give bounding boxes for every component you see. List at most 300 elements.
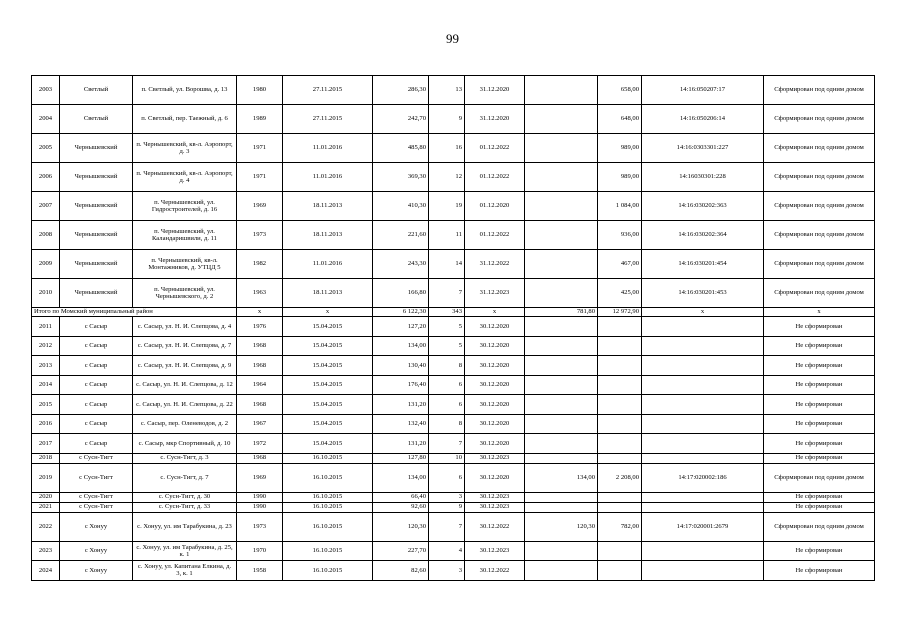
land-status: Не сформирован	[764, 541, 875, 561]
land-area	[598, 434, 642, 454]
area: 243,30	[373, 250, 429, 279]
cadastral-number	[642, 356, 764, 376]
address: с. Сасыр, ул. Н. И. Слепцова, д. 12	[133, 375, 237, 395]
land-status: Сформирован под одним домом	[764, 512, 875, 541]
build-year: 1971	[237, 163, 283, 192]
recognition-date: 16.10.2015	[283, 512, 373, 541]
recognition-date: 16.10.2015	[283, 561, 373, 581]
area: 242,70	[373, 105, 429, 134]
residents: 9	[429, 502, 465, 512]
area: 66,40	[373, 492, 429, 502]
land-area: 782,00	[598, 512, 642, 541]
row-number: 2005	[32, 134, 60, 163]
address: п. Чернышевский, ул. Каландаришвили, д. 11	[133, 221, 237, 250]
build-year: 1976	[237, 317, 283, 337]
address: п. Светлый, ул. Ворошва, д. 13	[133, 76, 237, 105]
cadastral-number: 14:17:020002:186	[642, 463, 764, 492]
municipality: Чернышевский	[60, 192, 133, 221]
row-number: 2003	[32, 76, 60, 105]
land-status: Сформирован под одним домом	[764, 250, 875, 279]
cadastral-number: 14:16:050207:17	[642, 76, 764, 105]
total-date: х	[283, 308, 373, 317]
recognition-date: 11.01.2016	[283, 250, 373, 279]
land-status: Сформирован под одним домом	[764, 76, 875, 105]
table-row	[32, 502, 875, 512]
deadline: 30.12.2020	[465, 336, 525, 356]
table-row	[32, 134, 875, 163]
municipality: с Хонуу	[60, 561, 133, 581]
row-number: 2012	[32, 336, 60, 356]
cadastral-number: 14:16030301:228	[642, 163, 764, 192]
row-number: 2018	[32, 453, 60, 463]
deadline: 01.12.2022	[465, 221, 525, 250]
area-a	[525, 453, 598, 463]
row-number: 2010	[32, 279, 60, 308]
deadline: 30.12.2020	[465, 434, 525, 454]
area-a	[525, 395, 598, 415]
recognition-date: 18.11.2013	[283, 192, 373, 221]
address: с. Сасыр, ул. Н. И. Слепцова, д. 7	[133, 336, 237, 356]
land-area: 467,00	[598, 250, 642, 279]
residents: 8	[429, 356, 465, 376]
residents: 6	[429, 463, 465, 492]
cadastral-number: 14:16:050206:14	[642, 105, 764, 134]
row-number: 2019	[32, 463, 60, 492]
address: с. Хонуу, ул. им Тарабукина, д. 25, к. 1	[133, 541, 237, 561]
area-a	[525, 105, 598, 134]
area-a	[525, 502, 598, 512]
table-row	[32, 463, 875, 492]
address: п. Чернышевский, ул. Гидростроителей, д. 16	[133, 192, 237, 221]
area: 120,30	[373, 512, 429, 541]
area: 134,00	[373, 463, 429, 492]
recognition-date: 16.10.2015	[283, 463, 373, 492]
land-area	[598, 317, 642, 337]
municipality: Светлый	[60, 76, 133, 105]
land-area: 658,00	[598, 76, 642, 105]
area: 485,80	[373, 134, 429, 163]
land-status: Сформирован под одним домом	[764, 105, 875, 134]
cadastral-number: 14:16:0303301:227	[642, 134, 764, 163]
municipality: с Сусн-Тигт	[60, 502, 133, 512]
area-a	[525, 250, 598, 279]
total-label: Итого по Момский муниципальный район	[32, 308, 237, 317]
build-year: 1964	[237, 375, 283, 395]
deadline: 31.12.2020	[465, 105, 525, 134]
land-area: 936,00	[598, 221, 642, 250]
residents: 7	[429, 279, 465, 308]
row-number: 2015	[32, 395, 60, 415]
area-a	[525, 192, 598, 221]
housing-table	[31, 75, 875, 581]
municipality: Чернышевский	[60, 134, 133, 163]
row-number: 2011	[32, 317, 60, 337]
row-number: 2017	[32, 434, 60, 454]
municipality: Светлый	[60, 105, 133, 134]
land-status: Не сформирован	[764, 492, 875, 502]
residents: 7	[429, 434, 465, 454]
land-status: Сформирован под одним домом	[764, 279, 875, 308]
area-a	[525, 492, 598, 502]
land-area	[598, 502, 642, 512]
area: 132,40	[373, 414, 429, 434]
cadastral-number: 14:17:020001:2679	[642, 512, 764, 541]
table-row	[32, 76, 875, 105]
cadastral-number	[642, 492, 764, 502]
municipality: с Сусн-Тигт	[60, 463, 133, 492]
area-a	[525, 414, 598, 434]
recognition-date: 18.11.2013	[283, 221, 373, 250]
residents: 3	[429, 492, 465, 502]
row-number: 2008	[32, 221, 60, 250]
table-row	[32, 250, 875, 279]
land-area	[598, 541, 642, 561]
municipality: с Сасыр	[60, 336, 133, 356]
build-year: 1989	[237, 105, 283, 134]
residents: 8	[429, 414, 465, 434]
residents: 16	[429, 134, 465, 163]
table-row	[32, 356, 875, 376]
address: с. Сусн-Тигт, д. 7	[133, 463, 237, 492]
deadline: 30.12.2023	[465, 492, 525, 502]
table-row	[32, 279, 875, 308]
recognition-date: 15.04.2015	[283, 356, 373, 376]
cadastral-number	[642, 375, 764, 395]
land-area	[598, 492, 642, 502]
land-area	[598, 453, 642, 463]
recognition-date: 11.01.2016	[283, 134, 373, 163]
recognition-date: 15.04.2015	[283, 336, 373, 356]
row-number: 2023	[32, 541, 60, 561]
build-year: 1968	[237, 395, 283, 415]
deadline: 30.12.2020	[465, 463, 525, 492]
land-status: Не сформирован	[764, 317, 875, 337]
address: с. Хонуу, ул. Капитана Елкина, д. 3, к. 1	[133, 561, 237, 581]
build-year: 1972	[237, 434, 283, 454]
area: 410,30	[373, 192, 429, 221]
table-row	[32, 561, 875, 581]
municipality: с Сасыр	[60, 375, 133, 395]
land-status: Не сформирован	[764, 502, 875, 512]
address: с. Сасыр, пер. Оленеводов, д. 2	[133, 414, 237, 434]
total-row	[32, 308, 875, 317]
land-status: Сформирован под одним домом	[764, 163, 875, 192]
area-a	[525, 561, 598, 581]
cadastral-number: 14:16:030202:364	[642, 221, 764, 250]
table-row	[32, 375, 875, 395]
residents: 10	[429, 453, 465, 463]
cadastral-number	[642, 414, 764, 434]
area: 130,40	[373, 356, 429, 376]
table-row	[32, 336, 875, 356]
cadastral-number: 14:16:030202:363	[642, 192, 764, 221]
cadastral-number	[642, 453, 764, 463]
residents: 5	[429, 317, 465, 337]
residents: 6	[429, 395, 465, 415]
recognition-date: 15.04.2015	[283, 317, 373, 337]
land-area	[598, 414, 642, 434]
deadline: 30.12.2020	[465, 375, 525, 395]
area-a	[525, 375, 598, 395]
land-area: 989,00	[598, 163, 642, 192]
deadline: 30.12.2022	[465, 561, 525, 581]
address: с. Сасыр, ул. Н. И. Слепцова, д. 9	[133, 356, 237, 376]
build-year: 1969	[237, 463, 283, 492]
area-a	[525, 279, 598, 308]
land-area	[598, 356, 642, 376]
land-status: Не сформирован	[764, 356, 875, 376]
total-residents: 343	[429, 308, 465, 317]
row-number: 2024	[32, 561, 60, 581]
land-status: Не сформирован	[764, 434, 875, 454]
build-year: 1968	[237, 356, 283, 376]
deadline: 30.12.2020	[465, 317, 525, 337]
area: 131,20	[373, 395, 429, 415]
residents: 14	[429, 250, 465, 279]
deadline: 30.12.2023	[465, 541, 525, 561]
residents: 19	[429, 192, 465, 221]
municipality: с Хонуу	[60, 512, 133, 541]
area-a	[525, 336, 598, 356]
build-year: 1971	[237, 134, 283, 163]
area-a	[525, 163, 598, 192]
table-row	[32, 163, 875, 192]
land-area: 648,00	[598, 105, 642, 134]
municipality: Чернышевский	[60, 163, 133, 192]
cadastral-number	[642, 561, 764, 581]
table-row	[32, 453, 875, 463]
cadastral-number	[642, 541, 764, 561]
land-area	[598, 395, 642, 415]
address: п. Чернышевский, ул. Чернышевского, д. 2	[133, 279, 237, 308]
municipality: с Сасыр	[60, 317, 133, 337]
residents: 13	[429, 76, 465, 105]
area-a: 120,30	[525, 512, 598, 541]
recognition-date: 16.10.2015	[283, 453, 373, 463]
land-status: Не сформирован	[764, 561, 875, 581]
area: 92,60	[373, 502, 429, 512]
build-year: 1958	[237, 561, 283, 581]
table-row	[32, 317, 875, 337]
deadline: 30.12.2023	[465, 502, 525, 512]
table-row	[32, 192, 875, 221]
land-area	[598, 375, 642, 395]
area: 134,00	[373, 336, 429, 356]
recognition-date: 27.11.2015	[283, 105, 373, 134]
deadline: 30.12.2020	[465, 414, 525, 434]
address: п. Чернышевский, кв-л. Монтажников, д. УТЦД 5	[133, 250, 237, 279]
land-status: Не сформирован	[764, 395, 875, 415]
land-status: Не сформирован	[764, 375, 875, 395]
residents: 3	[429, 561, 465, 581]
table-row	[32, 492, 875, 502]
total-area-b: 12 972,90	[598, 308, 642, 317]
land-status: Не сформирован	[764, 453, 875, 463]
address: п. Светлый, пер. Таежный, д. 6	[133, 105, 237, 134]
row-number: 2020	[32, 492, 60, 502]
deadline: 30.12.2020	[465, 356, 525, 376]
municipality: Чернышевский	[60, 279, 133, 308]
land-area	[598, 336, 642, 356]
land-status: Сформирован под одним домом	[764, 221, 875, 250]
municipality: с Сасыр	[60, 356, 133, 376]
build-year: 1970	[237, 541, 283, 561]
recognition-date: 15.04.2015	[283, 414, 373, 434]
table-body	[32, 76, 875, 581]
area-a	[525, 434, 598, 454]
land-status: Сформирован под одним домом	[764, 463, 875, 492]
residents: 9	[429, 105, 465, 134]
land-status: Сформирован под одним домом	[764, 192, 875, 221]
residents: 6	[429, 375, 465, 395]
area: 369,30	[373, 163, 429, 192]
municipality: с Сасыр	[60, 434, 133, 454]
residents: 5	[429, 336, 465, 356]
build-year: 1990	[237, 502, 283, 512]
cadastral-number	[642, 502, 764, 512]
cadastral-number	[642, 434, 764, 454]
deadline: 30.12.2020	[465, 395, 525, 415]
deadline: 31.12.2023	[465, 279, 525, 308]
address: с. Сусн-Тигт, д. 3	[133, 453, 237, 463]
area-a	[525, 356, 598, 376]
build-year: 1968	[237, 336, 283, 356]
build-year: 1969	[237, 192, 283, 221]
area: 227,70	[373, 541, 429, 561]
municipality: Чернышевский	[60, 250, 133, 279]
build-year: 1982	[237, 250, 283, 279]
cadastral-number: 14:16:030201:453	[642, 279, 764, 308]
area-a: 134,00	[525, 463, 598, 492]
build-year: 1967	[237, 414, 283, 434]
area-a	[525, 221, 598, 250]
residents: 12	[429, 163, 465, 192]
row-number: 2013	[32, 356, 60, 376]
recognition-date: 18.11.2013	[283, 279, 373, 308]
build-year: 1980	[237, 76, 283, 105]
residents: 11	[429, 221, 465, 250]
deadline: 01.12.2022	[465, 134, 525, 163]
land-area: 425,00	[598, 279, 642, 308]
deadline: 30.12.2022	[465, 512, 525, 541]
row-number: 2016	[32, 414, 60, 434]
municipality: с Сусн-Тигт	[60, 492, 133, 502]
address: с. Хонуу, ул. им Тарабукина, д. 23	[133, 512, 237, 541]
area: 127,80	[373, 453, 429, 463]
municipality: с Сасыр	[60, 414, 133, 434]
address: с. Сасыр, ул. Н. И. Слепцова, д. 4	[133, 317, 237, 337]
municipality: с Хонуу	[60, 541, 133, 561]
deadline: 01.12.2020	[465, 192, 525, 221]
area-a	[525, 317, 598, 337]
residents: 7	[429, 512, 465, 541]
row-number: 2022	[32, 512, 60, 541]
land-status: Не сформирован	[764, 414, 875, 434]
land-area: 989,00	[598, 134, 642, 163]
row-number: 2006	[32, 163, 60, 192]
cadastral-number	[642, 317, 764, 337]
row-number: 2014	[32, 375, 60, 395]
area: 286,30	[373, 76, 429, 105]
deadline: 01.12.2022	[465, 163, 525, 192]
residents: 4	[429, 541, 465, 561]
table-row	[32, 395, 875, 415]
recognition-date: 15.04.2015	[283, 395, 373, 415]
row-number: 2007	[32, 192, 60, 221]
table-row	[32, 434, 875, 454]
land-area: 1 084,00	[598, 192, 642, 221]
build-year: 1968	[237, 453, 283, 463]
build-year: 1973	[237, 221, 283, 250]
recognition-date: 27.11.2015	[283, 76, 373, 105]
cadastral-number	[642, 395, 764, 415]
deadline: 30.12.2023	[465, 453, 525, 463]
land-area: 2 208,00	[598, 463, 642, 492]
address: с. Сасыр, ул. Н. И. Слепцова, д. 22	[133, 395, 237, 415]
recognition-date: 16.10.2015	[283, 492, 373, 502]
address: п. Чернышевский, кв-л. Аэропорт, д. 3	[133, 134, 237, 163]
cadastral-number: 14:16:030201:454	[642, 250, 764, 279]
row-number: 2009	[32, 250, 60, 279]
page-number: 99	[446, 31, 459, 46]
total-area: 6 122,30	[373, 308, 429, 317]
address: с. Сусн-Тигт, д. 33	[133, 502, 237, 512]
address: с. Сасыр, мкр Спортивный, д. 10	[133, 434, 237, 454]
address: с. Сусн-Тигт, д. 30	[133, 492, 237, 502]
table-row	[32, 512, 875, 541]
area: 221,60	[373, 221, 429, 250]
area-a	[525, 134, 598, 163]
area: 127,20	[373, 317, 429, 337]
deadline: 31.12.2022	[465, 250, 525, 279]
table-row	[32, 105, 875, 134]
area: 131,20	[373, 434, 429, 454]
recognition-date: 15.04.2015	[283, 375, 373, 395]
cadastral-number	[642, 336, 764, 356]
build-year: 1973	[237, 512, 283, 541]
recognition-date: 15.04.2015	[283, 434, 373, 454]
table-row	[32, 414, 875, 434]
total-status: х	[764, 308, 875, 317]
municipality: с Сусн-Тигт	[60, 453, 133, 463]
land-status: Сформирован под одним домом	[764, 134, 875, 163]
recognition-date: 16.10.2015	[283, 502, 373, 512]
area: 82,60	[373, 561, 429, 581]
row-number: 2004	[32, 105, 60, 134]
row-number: 2021	[32, 502, 60, 512]
area: 166,80	[373, 279, 429, 308]
table-row	[32, 221, 875, 250]
recognition-date: 16.10.2015	[283, 541, 373, 561]
area-a	[525, 541, 598, 561]
total-cadastral: х	[642, 308, 764, 317]
area: 176,40	[373, 375, 429, 395]
total-deadline: х	[465, 308, 525, 317]
table-row	[32, 541, 875, 561]
build-year: 1990	[237, 492, 283, 502]
recognition-date: 11.01.2016	[283, 163, 373, 192]
land-area	[598, 561, 642, 581]
build-year: 1963	[237, 279, 283, 308]
land-status: Не сформирован	[764, 336, 875, 356]
total-year: х	[237, 308, 283, 317]
address: п. Чернышевский, кв-л. Аэропорт, д. 4	[133, 163, 237, 192]
municipality: Чернышевский	[60, 221, 133, 250]
area-a	[525, 76, 598, 105]
total-area-a: 781,80	[525, 308, 598, 317]
municipality: с Сасыр	[60, 395, 133, 415]
deadline: 31.12.2020	[465, 76, 525, 105]
